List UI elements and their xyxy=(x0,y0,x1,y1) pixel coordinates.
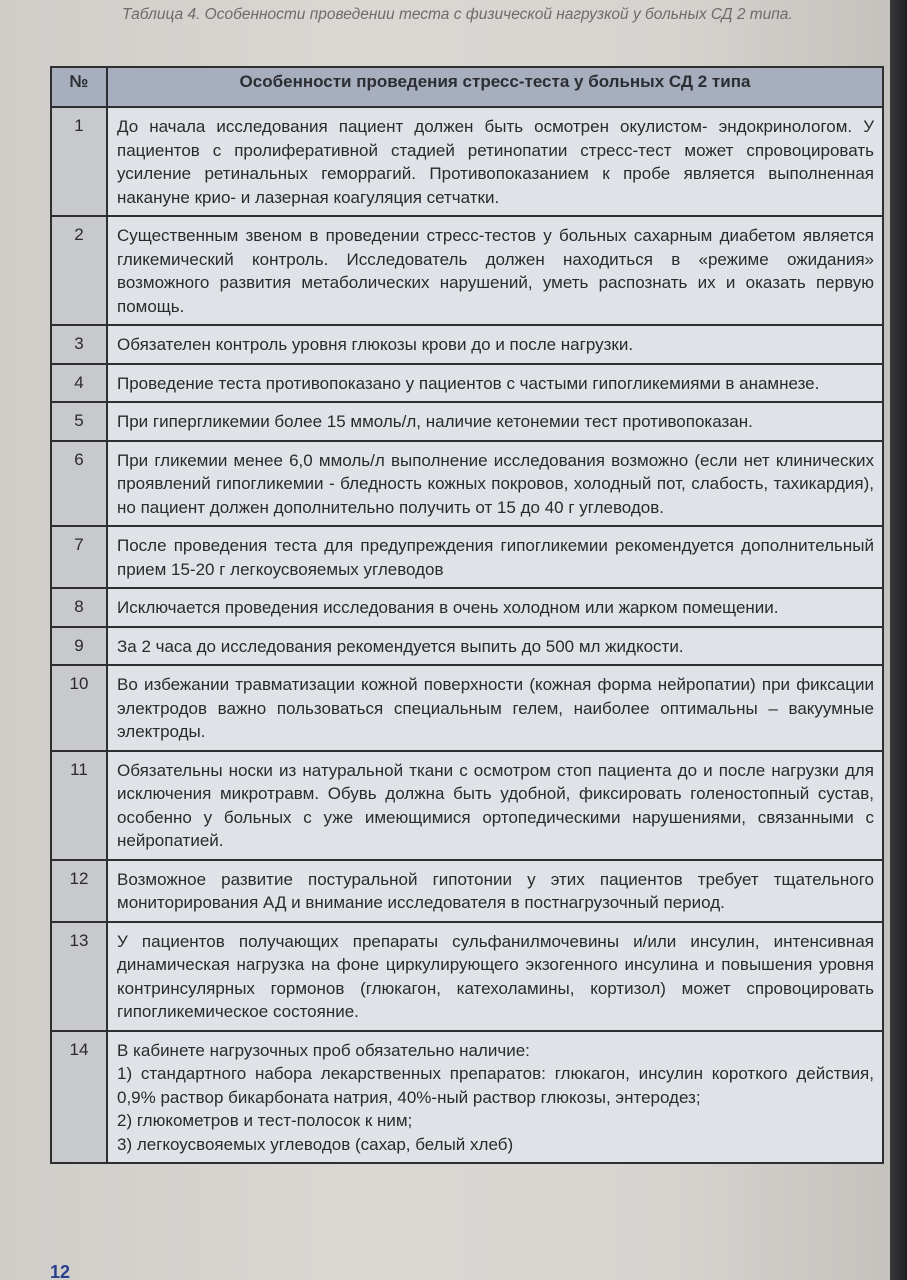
row-number: 3 xyxy=(51,325,107,364)
row-number: 13 xyxy=(51,922,107,1031)
row-text: Исключается проведения исследования в очень холодном или жарком помещении. xyxy=(107,588,883,627)
row-number: 4 xyxy=(51,364,107,403)
stress-test-table xyxy=(50,66,884,1164)
row-number: 11 xyxy=(51,751,107,860)
table-row xyxy=(51,216,883,325)
row-number: 9 xyxy=(51,627,107,666)
table-row xyxy=(51,588,883,627)
table-row xyxy=(51,922,883,1031)
row-text: Проведение теста противопоказано у пациентов с частыми гипогликемиями в анамнезе. xyxy=(107,364,883,403)
row-text: За 2 часа до исследования рекомендуется выпить до 500 мл жидкости. xyxy=(107,627,883,666)
table-row xyxy=(51,526,883,588)
row-text: При гипергликемии более 15 ммоль/л, наличие кетонемии тест противопоказан. xyxy=(107,402,883,441)
header-num: № xyxy=(51,67,107,107)
row-number: 14 xyxy=(51,1031,107,1164)
table-row xyxy=(51,627,883,666)
row-text: Во избежании травматизации кожной поверхности (кожная форма нейропатии) при фиксации электродов важно пользоваться специальным гелем, наиболее оптимальны – вакуумные электроды. xyxy=(107,665,883,751)
header-title: Особенности проведения стресс-теста у больных СД 2 типа xyxy=(107,67,883,107)
row-text-line: 3) легкоусвояемых углеводов (сахар, белый хлеб) xyxy=(117,1134,514,1154)
row-number: 1 xyxy=(51,107,107,216)
row-text: До начала исследования пациент должен быть осмотрен окулистом- эндокринологом. У пациентов с пролиферативной стадией ретинопатии стресс-тест может спровоцировать усиление ретинальных геморрагий. Противопоказанием к пробе является выполненная накануне крио- и лазерная коагуляция сетчатки. xyxy=(107,107,883,216)
row-text-line: 2) глюкометров и тест-полосок к ним; xyxy=(117,1111,413,1130)
page-edge-shadow xyxy=(890,0,907,1280)
row-number: 6 xyxy=(51,441,107,527)
table-row xyxy=(51,665,883,751)
row-number: 12 xyxy=(51,860,107,922)
table-row xyxy=(51,364,883,403)
row-text: Обязательны носки из натуральной ткани с осмотром стоп пациента до и после нагрузки для исключения микротравм. Обувь должна быть удобной, фиксировать голеностопный сустав, особенно у больных с уже имеющимися ортопедическими нарушениями, связанными с нейропатией. xyxy=(107,751,883,860)
row-text: Существенным звеном в проведении стресс-тестов у больных сахарным диабетом является гликемический контроль. Исследователь должен находиться в «режиме ожидания» возможного развития метаболических нарушений, уметь распознать их и оказать первую помощь. xyxy=(107,216,883,325)
row-number: 5 xyxy=(51,402,107,441)
row-text: После проведения теста для предупреждения гипогликемии рекомендуется дополнительный прием 15-20 г легкоусвояемых углеводов xyxy=(107,526,883,588)
row-text: Возможное развитие постуральной гипотонии у этих пациентов требует тщательного мониторирования АД и внимание исследователя в постнагрузочный период. xyxy=(107,860,883,922)
row-number: 7 xyxy=(51,526,107,588)
table-row xyxy=(51,402,883,441)
row-number: 8 xyxy=(51,588,107,627)
table-row xyxy=(51,325,883,364)
row-text-line: В кабинете нагрузочных проб обязательно наличие: xyxy=(117,1040,530,1060)
row-number: 10 xyxy=(51,665,107,751)
row-text: У пациентов получающих препараты сульфанилмочевины и/или инсулин, интенсивная динамическая нагрузка на фоне циркулирующего экзогенного инсулина и повышения уровня контринсулярных гормонов (глюкагон, катехоламины, кортизол) может спровоцировать гипогликемическое состояние. xyxy=(107,922,883,1031)
row-text: При гликемии менее 6,0 ммоль/л выполнение исследования возможно (если нет клинических проявлений гипогликемии - бледность кожных покровов, холодный пот, слабость, тахикардия), но пациент должен дополнительно получить от 15 до 40 г углеводов. xyxy=(107,441,883,527)
table-caption: Таблица 4. Особенности проведении теста с физической нагрузкой у больных СД 2 типа. xyxy=(122,6,793,23)
table-row xyxy=(51,751,883,860)
table-row xyxy=(51,441,883,527)
row-number: 2 xyxy=(51,216,107,325)
table-row xyxy=(51,860,883,922)
row-text-line: 1) стандартного набора лекарственных препаратов: глюкагон, инсулин короткого действия, 0,9% раствор бикарбоната натрия, 40%-ный раствор глюкозы, энтеродез; xyxy=(117,1064,874,1107)
page-number: 12 xyxy=(50,1262,71,1280)
table-row xyxy=(51,1031,883,1164)
row-text: Обязателен контроль уровня глюкозы крови до и после нагрузки. xyxy=(107,325,883,364)
table-header-row xyxy=(51,67,883,107)
row-text-list xyxy=(107,1031,883,1164)
table-row xyxy=(51,107,883,216)
